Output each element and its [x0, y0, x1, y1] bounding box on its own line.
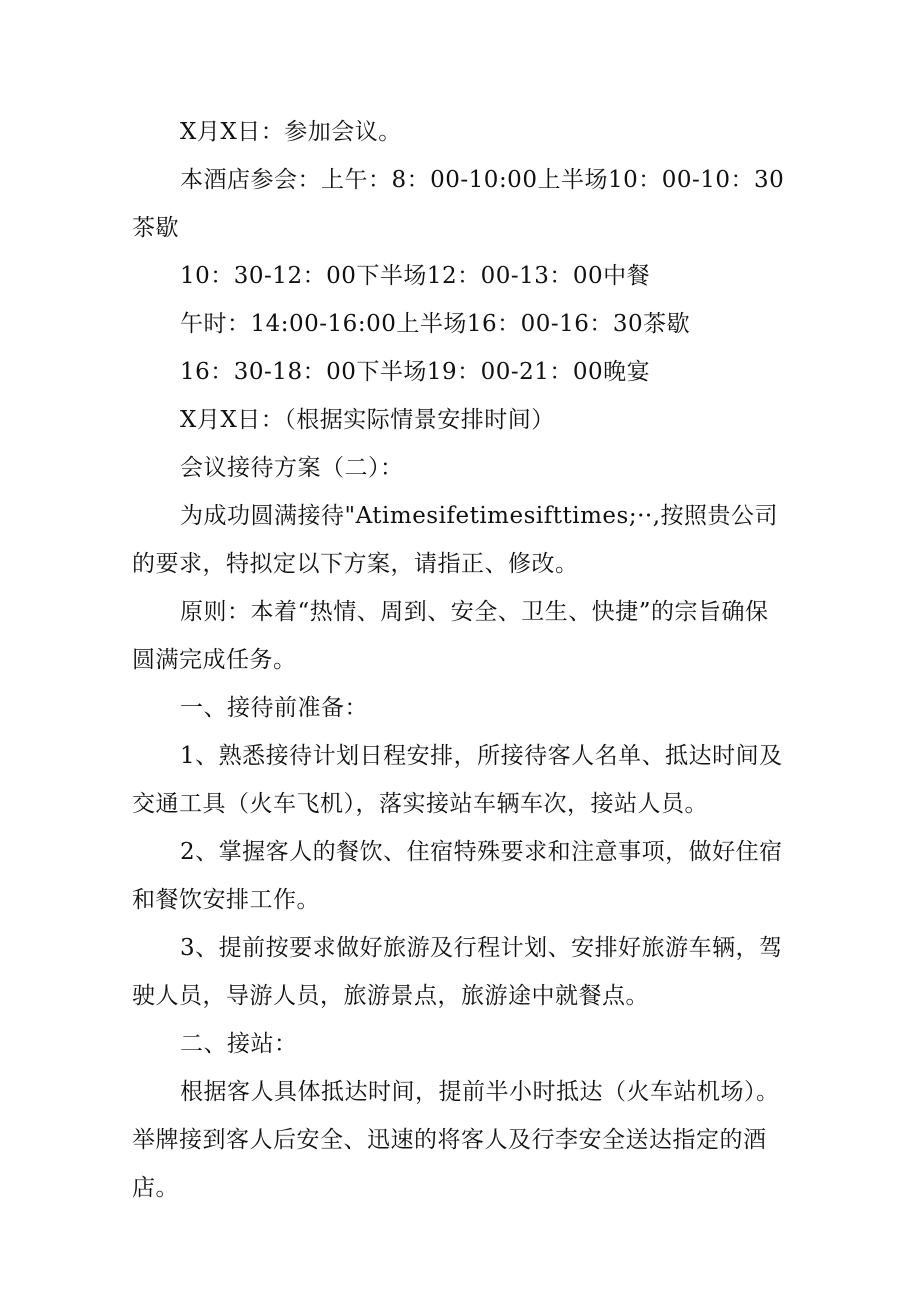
paragraph-morning-second-half: 10：30-12：00下半场12：00-13：00中餐 — [180, 263, 651, 289]
section-title-preparation: 一、接待前准备： — [180, 695, 368, 721]
paragraph-meeting-date: X月X日：参加会议。 — [180, 119, 402, 145]
list-item-tour-plan: 3、提前按要求做好旅游及行程计划、安排好旅游车辆，驾驶人员，导游人员，旅游景点，旅游途中就餐点。 — [132, 935, 783, 1009]
list-item-guest-requirements: 2、掌握客人的餐饮、住宿特殊要求和注意事项，做好住宿和餐饮安排工作。 — [132, 839, 783, 913]
section-title-plan-two: 会议接待方案（二）： — [180, 455, 404, 481]
section-title-pickup: 二、接站： — [180, 1031, 298, 1057]
paragraph-evening-schedule: 16：30-18：00下半场19：00-21：00晚宴 — [180, 359, 651, 385]
paragraph-hotel-schedule: 本酒店参会：上午：8：00-10:00上半场10：00-10：30茶歇 — [132, 167, 785, 241]
paragraph-purpose: 为成功圆满接待"Atimesifetimesifttimes;··,按照贵公司的要求，特拟定以下方案，请指正、修改。 — [132, 503, 779, 577]
list-item-schedule-familiarization: 1、熟悉接待计划日程安排，所接待客人名单、抵达时间及交通工具（火车飞机），落实接站车辆车次，接站人员。 — [132, 743, 783, 817]
document-body — [132, 108, 792, 1212]
paragraph-principle: 原则：本着“热情、周到、安全、卫生、快捷”的宗旨确保圆满完成任务。 — [132, 599, 769, 673]
paragraph-afternoon-first-half: 午时：14:00-16:00上半场16：00-16：30茶歇 — [180, 311, 691, 337]
paragraph-pickup-process: 根据客人具体抵达时间，提前半小时抵达（火车站机场）。举牌接到客人后安全、迅速的将客人及行李安全送达指定的酒店。 — [132, 1079, 780, 1201]
paragraph-second-date: X月X日：（根据实际情景安排时间） — [180, 407, 555, 433]
